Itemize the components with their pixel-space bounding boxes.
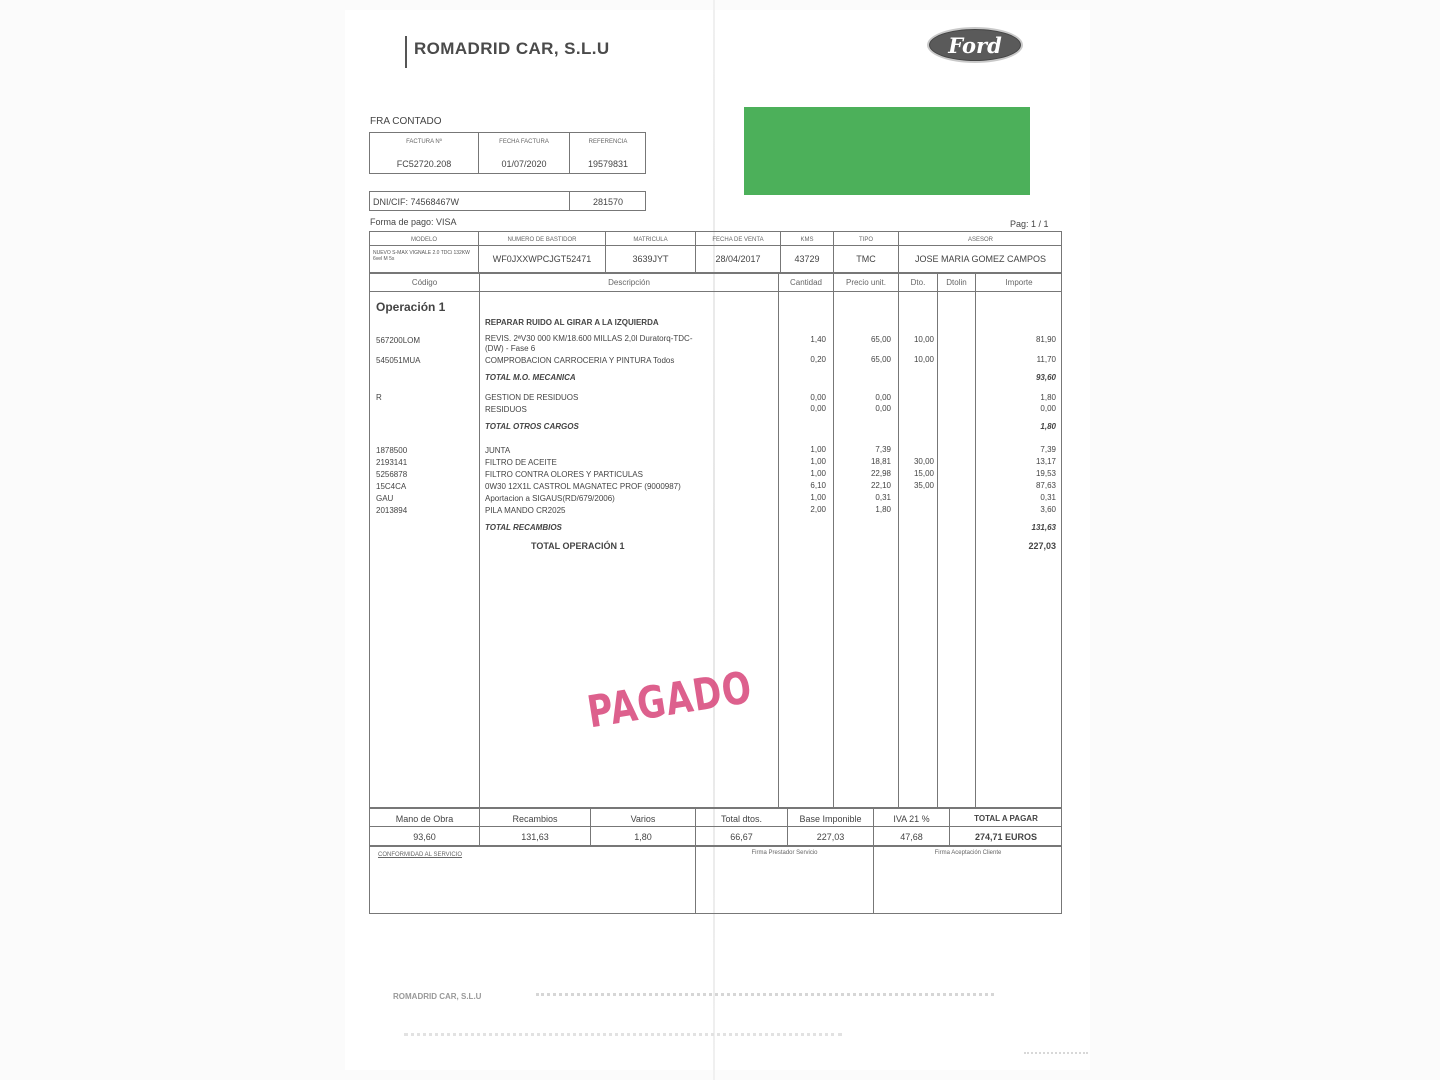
parts-total: 131,63 [1031,523,1056,532]
invoice-reference: 19579831 [587,159,629,169]
ford-logo: Ford [927,27,1023,63]
total-label-mano-obra: Mano de Obra [395,814,454,824]
line-items-table [369,273,1062,808]
labour-qty: 1,40 [810,335,826,344]
col-dtolin: Dtolin [946,278,967,287]
labour-total: 93,60 [1035,373,1056,382]
operation-title: Operación 1 [376,300,446,314]
invoice-number: FC52720.208 [396,159,452,169]
col-descripcion: Descripción [608,278,650,287]
part-amount: 3,60 [1040,505,1056,514]
other-amount: 1,80 [1040,393,1056,402]
labour-dto: 10,00 [913,335,934,344]
part-dto: 35,00 [913,481,934,490]
total-iva: 47,68 [900,832,923,842]
labour-total-label: TOTAL M.O. MECANICA [485,373,576,382]
total-mano-obra: 93,60 [413,832,436,842]
part-qty: 1,00 [810,445,826,454]
part-code: 1878500 [376,446,408,455]
label-asesor: ASESOR [967,237,993,243]
conformity-label: CONFORMIDAD AL SERVICIO [378,852,463,858]
part-dto: 15,00 [913,469,934,478]
other-price: 0,00 [875,404,891,413]
vehicle-model: NUEVO S-MAX VIGNALE 2.0 TDCi 132KW 6vel M 5s [373,250,470,262]
label-modelo: MODELO [410,237,437,243]
other-desc: RESIDUOS [485,405,527,414]
other-code: R [376,393,382,402]
vehicle-kms: 43729 [794,254,820,264]
labour-desc-2: (DW) - Fase 6 [485,344,536,353]
client-signature-label: Firma Aceptación Cliente [934,850,1002,856]
labour-price: 65,00 [870,355,891,364]
part-qty: 1,00 [810,493,826,502]
other-qty: 0,00 [810,404,826,413]
total-label-base: Base Imponible [799,814,862,824]
operation-total-label: TOTAL OPERACIÓN 1 [531,541,625,551]
part-price: 18,81 [870,457,891,466]
total-base: 227,03 [816,832,845,842]
part-code: GAU [376,494,394,503]
part-desc: FILTRO CONTRA OLORES Y PARTICULAS [485,470,643,479]
label-fecha: FECHA FACTURA [499,139,549,145]
part-amount: 0,31 [1040,493,1056,502]
part-desc: PILA MANDO CR2025 [485,506,566,515]
vehicle-advisor: JOSE MARIA GOMEZ CAMPOS [914,254,1047,264]
part-desc: Aportacion a SIGAUS(RD/679/2006) [485,494,615,503]
part-price: 22,10 [870,481,891,490]
page-number: Pag: 1 / 1 [1010,219,1049,229]
label-referencia: REFERENCIA [588,139,628,145]
total-label-pagar: TOTAL A PAGAR [974,814,1038,823]
part-code: 5256878 [376,470,408,479]
total-dtos: 66,67 [730,832,753,842]
col-precio: Precio unit. [845,278,887,287]
doc-type: FRA CONTADO [370,116,442,127]
total-recambios: 131,63 [521,832,549,842]
label-kms: KMS [800,237,814,243]
labour-code: 567200LOM [376,336,421,345]
labour-desc: REVIS. 2ªV30 000 KM/18.600 MILLAS 2,0l Duratorq-TDC- [485,334,693,343]
label-fecha-venta: FECHA DE VENTA [712,237,764,243]
vehicle-vin: WF0JXXWPCJGT52471 [492,254,592,264]
part-price: 7,39 [875,445,891,454]
part-dto: 30,00 [913,457,934,466]
total-varios: 1,80 [634,832,652,842]
nif: DNI/CIF: 74568467W [373,197,460,207]
part-price: 0,31 [875,493,891,502]
redacted-address-block [744,107,1030,195]
part-desc: 0W30 12X1L CASTROL MAGNATEC PROF (9000987) [485,482,681,491]
vehicle-plate: 3639JYT [632,254,669,264]
part-price: 22,98 [870,469,891,478]
total-a-pagar: 274,71 EUROS [974,832,1038,842]
labour-desc: COMPROBACION CARROCERIA Y PINTURA Todos [485,356,675,365]
provider-signature-label: Firma Prestador Servicio [751,850,818,856]
other-amount: 0,00 [1040,404,1056,413]
footer-mark-faded [1024,1052,1088,1055]
total-label-varios: Varios [630,814,656,824]
footer-company: ROMADRID CAR, S.L.U [393,992,482,1001]
part-desc: JUNTA [485,446,511,455]
other-desc: GESTION DE RESIDUOS [485,393,579,402]
part-amount: 87,63 [1035,481,1056,490]
invoice-date: 01/07/2020 [501,159,547,169]
label-bastidor: NUMERO DE BASTIDOR [507,237,577,243]
label-factura: FACTURA Nº [406,139,442,145]
labour-amount: 11,70 [1036,355,1056,364]
col-dto: Dto. [910,278,926,287]
part-qty: 6,10 [810,481,826,490]
labour-qty: 0,20 [810,355,826,364]
part-qty: 1,00 [810,469,826,478]
part-desc: FILTRO DE ACEITE [485,458,557,467]
labour-dto: 10,00 [913,355,934,364]
operation-heading: REPARAR RUIDO AL GIRAR A LA IZQUIERDA [485,318,659,327]
col-cantidad: Cantidad [789,278,823,287]
total-label-dtos: Total dtos. [720,814,763,824]
part-qty: 2,00 [810,505,826,514]
col-codigo: Código [411,278,438,287]
labour-code: 545051MUA [376,356,421,365]
total-label-recambios: Recambios [512,814,558,824]
paid-stamp: PAGADO [584,662,756,739]
part-price: 1,80 [875,505,891,514]
footer-address-faded [536,993,994,997]
col-importe: Importe [1005,278,1033,287]
labour-amount: 81,90 [1035,335,1056,344]
label-tipo: TIPO [858,237,873,243]
part-code: 2193141 [376,458,408,467]
parts-total-label: TOTAL RECAMBIOS [485,523,562,532]
label-matricula: MATRICULA [633,237,668,243]
part-code: 2013894 [376,506,408,515]
footer-registry-faded [404,1033,842,1037]
vehicle-sale-date: 28/04/2017 [715,254,761,264]
operation-total: 227,03 [1028,541,1056,551]
payment-method: Forma de pago: VISA [370,217,457,227]
other-total: 1,80 [1040,422,1056,431]
part-amount: 13,17 [1035,457,1056,466]
nif-code: 281570 [592,197,624,207]
other-qty: 0,00 [810,393,826,402]
company-name: ROMADRID CAR, S.L.U [405,36,610,68]
part-amount: 7,39 [1040,445,1056,454]
total-label-iva: IVA 21 % [893,814,930,824]
part-qty: 1,00 [810,457,826,466]
part-code: 15C4CA [376,482,407,491]
labour-price: 65,00 [870,335,891,344]
vehicle-type: TMC [856,254,876,264]
other-price: 0,00 [875,393,891,402]
other-total-label: TOTAL OTROS CARGOS [485,422,579,431]
part-amount: 19,53 [1035,469,1056,478]
